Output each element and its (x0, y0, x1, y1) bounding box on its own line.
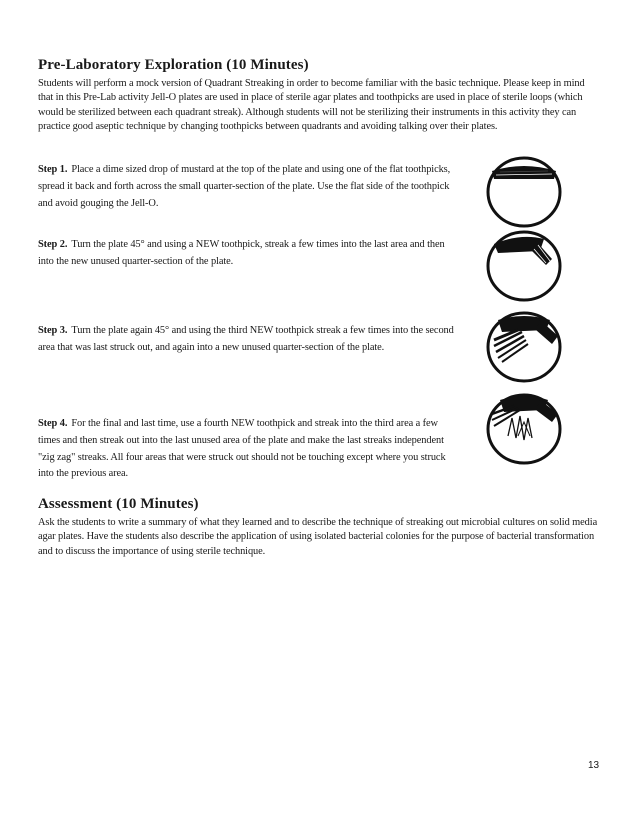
prelab-heading: Pre-Laboratory Exploration (10 Minutes) (38, 57, 309, 73)
step-2-paragraph (38, 237, 458, 271)
assessment-paragraph: Ask the students to write a summary of what they learned and to describe the technique of streaking out microbial cultures on solid media agar plates. Have the students also describe the application of using isolated bacterial colonies for the purpose of bacterial transformation and to discuss the importance of using sterile technique. (38, 517, 598, 557)
plate-step-2-illustration (484, 229, 564, 303)
step-3-paragraph (38, 323, 458, 357)
step-2-label: Step 2. (38, 239, 68, 250)
step-2-text: Turn the plate 45° and using a NEW toothpick, streak a few times into the last area and then into the new unused quarter-section of the plate. (38, 239, 445, 267)
step-4-label: Step 4. (38, 418, 68, 429)
step-1-paragraph (38, 162, 458, 212)
plate-step-1-illustration (484, 155, 564, 229)
step-1-text: Place a dime sized drop of mustard at the top of the plate and using one of the flat toothpicks, spread it back and forth across the small quarter-section of the plate. Use the flat side of the toothpick and avoid gouging the Jell-O. (38, 164, 451, 209)
step-4-paragraph (38, 416, 458, 483)
plate-step-4-illustration (484, 392, 564, 466)
step-3-text: Turn the plate again 45° and using the third NEW toothpick streak a few times into the second area that was last struck out, and again into a new unused quarter-section of the plate. (38, 325, 454, 353)
step-3-label: Step 3. (38, 325, 68, 336)
assessment-heading: Assessment (10 Minutes) (38, 496, 199, 512)
step-1-label: Step 1. (38, 164, 68, 175)
plate-step-3-illustration (484, 310, 564, 384)
page-number: 13 (588, 760, 600, 771)
step-4-text: For the final and last time, use a fourth NEW toothpick and streak into the third area a few times and then streak out into the last unused area of the plate and make the last streaks independent "zig zag" streaks. All four areas that were struck out should not be touching except where you struck into the previous area. (38, 418, 446, 480)
prelab-intro-paragraph: Students will perform a mock version of Quadrant Streaking in order to become familiar with the basic technique. Please keep in mind that in this Pre-Lab activity Jell-O plates are used in place of sterile agar plates and toothpicks are used in place of sterile loops (which would be sterilized between each quadrant streak). Although students will not be sterilizing their instruments in this activity they can practice good aseptic technique by changing toothpicks between quadrants and avoiding talking over their plates. (38, 78, 585, 133)
